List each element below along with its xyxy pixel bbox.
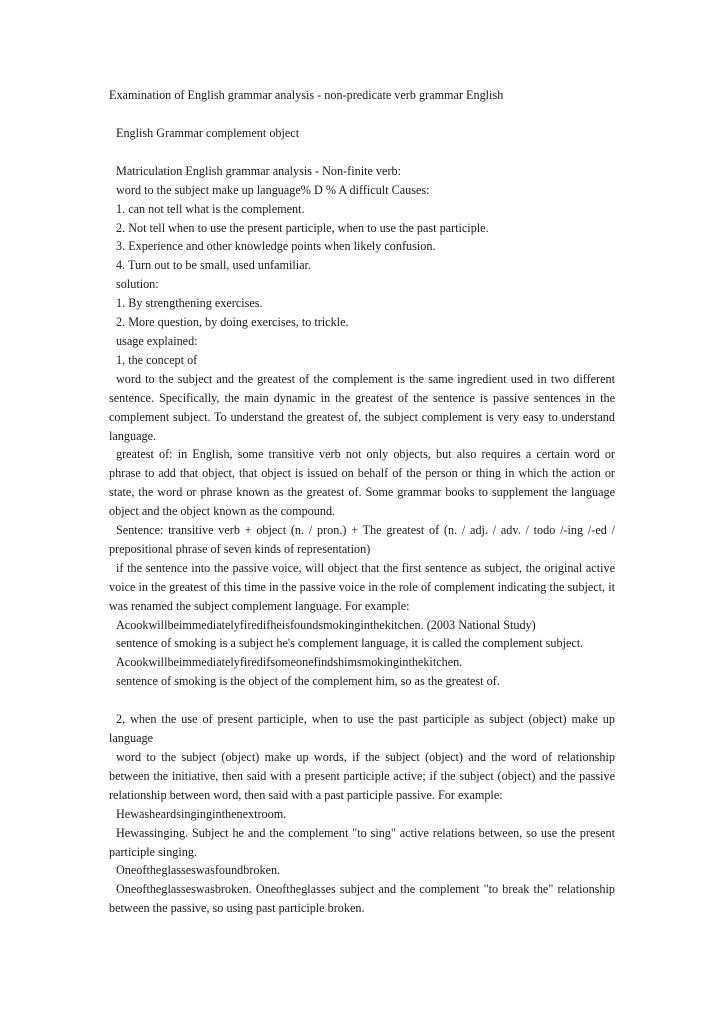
body-paragraph: greatest of: in English, some transitive verb not only objects, but also requires a certain word or phrase to add that object, that object is issued on behalf of the person or thing in which the action or state, the word or phrase known as the greatest of. Some grammar books to supplement the language object and the object known as the compound.: [109, 447, 615, 519]
intro-line: 1. By strengthening exercises.: [116, 296, 263, 311]
example-line: sentence of smoking is the object of the complement him, so as the greatest of.: [116, 674, 500, 689]
example-line: Hewasheardsinginginthenextroom.: [116, 806, 287, 821]
intro-line: 2. Not tell when to use the present participle, when to use the past participle.: [116, 220, 489, 235]
body-paragraph: 2, when the use of present participle, when to use the past participle as subject (object) make up language: [109, 712, 615, 746]
intro-line: Matriculation English grammar analysis - Non-finite verb:: [116, 163, 401, 178]
intro-line: solution:: [116, 277, 159, 292]
example-line: sentence of smoking is a subject he's complement language, it is called the complement subject.: [116, 636, 584, 651]
body-paragraph: if the sentence into the passive voice, will object that the first sentence as subject, the original active voice in the greatest of this time in the passive voice in the role of complement indicating the subject, it was renamed the subject complement language. For example:: [109, 560, 615, 613]
document-title: Examination of English grammar analysis - non-predicate verb grammar English: [109, 88, 504, 102]
intro-line: 4. Turn out to be small, used unfamiliar.: [116, 258, 311, 273]
intro-line: word to the subject make up language% D % A difficult Causes:: [116, 182, 430, 197]
section-1-body: [109, 370, 615, 691]
document-subtitle: English Grammar complement object: [116, 125, 300, 140]
body-paragraph: Hewassinging. Subject he and the complement "to sing" active relations between, so use the present participle singing.: [109, 825, 615, 859]
intro-line: 1, the concept of: [116, 352, 198, 367]
intro-line: 2. More question, by doing exercises, to trickle.: [116, 315, 349, 330]
body-paragraph: word to the subject (object) make up words, if the subject (object) and the word of relationship between the initiative, then said with a present participle active; if the subject (object) and the passive relationship between word, then said with a past participle passive. For example:: [109, 750, 615, 802]
body-paragraph: Oneoftheglasseswasbroken. Oneoftheglasses subject and the complement "to break the" relationship between the passive, so using past participle broken.: [109, 882, 615, 916]
body-paragraph: word to the subject and the greatest of the complement is the same ingredient used in two different sentence. Specifically, the main dynamic in the greatest of the sentence is passive sentences in the complement subject. To understand the greatest of, the subject complement is very easy to understand language.: [109, 371, 615, 443]
intro-line: 3. Experience and other knowledge points when likely confusion.: [116, 239, 436, 254]
intro-list: [109, 162, 615, 370]
intro-line: 1. can not tell what is the complement.: [116, 201, 305, 216]
section-2-body: [109, 710, 615, 918]
example-line: Acookwillbeimmediatelyfiredifheisfoundsmokinginthekitchen. (2003 National Study): [116, 617, 536, 632]
example-line: Oneoftheglasseswasfoundbroken.: [116, 863, 281, 878]
body-paragraph: Sentence: transitive verb + object (n. / pron.) + The greatest of (n. / adj. / adv. / todo /-ing /-ed / prepositional phrase of seven kinds of representation): [109, 523, 615, 556]
intro-line: usage explained:: [116, 333, 198, 348]
document-page: [109, 86, 615, 918]
example-line: Acookwillbeimmediatelyfiredifsomeonefindshimsmokinginthekitchen.: [116, 655, 463, 670]
